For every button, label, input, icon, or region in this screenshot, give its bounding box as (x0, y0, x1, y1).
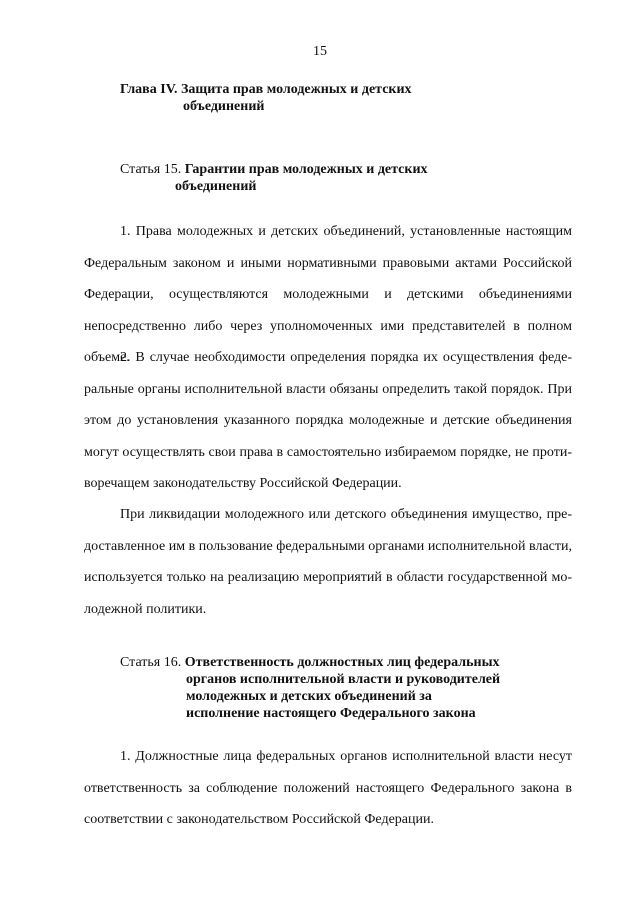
chapter-heading (120, 81, 412, 115)
article-16-title-line4: исполнение настоящего Федерального закона (186, 706, 476, 721)
article-15-title-line1: Гарантии прав молодежных и детских (184, 162, 428, 177)
article-16-label: Статья 16. (120, 655, 185, 670)
chapter-heading-line1: Глава IV. Защита прав молодежных и детских (120, 82, 412, 97)
article-15-paragraph-3: При ликвидации молодежного или детского объединения имущество, предоставленное им в пользование федеральными органами исполнительной власти, используется только на реализацию мероприятий в области государственной молодежной политики. (84, 507, 572, 617)
article-16-title-line3: молодежных и детских объединений за (186, 689, 432, 704)
article-16-title-line1: Ответственность должностных лиц федеральных (184, 655, 500, 670)
article-16-heading (120, 654, 500, 722)
article-15-label: Статья 15. (120, 162, 185, 177)
article-15-title-line2: объединений (175, 179, 257, 194)
chapter-heading-line2: объединений (183, 99, 265, 114)
article-15-heading (120, 161, 428, 195)
article-15-paragraph-1: 1. Права молодежных и детских объединений, установленные настоящим Федеральным законом и иными нормативными правовыми актами Российской Федерации, осуществляются молодежными и детскими объединениями непосредственно либо через уполномоченных ими представителей в полном объеме. (84, 224, 572, 365)
article-16-paragraph-1: 1. Должностные лица федеральных органов исполнительной власти несут ответственность за соблюдение положений настоящего Федерального закона в соответствии с законодательством Российской Федерации. (84, 749, 572, 827)
article-15-paragraph-2: 2. В случае необходимости определения порядка их осуществления федеральные органы исполнительной власти обязаны определить такой порядок. При этом до установления указанного порядка молодежные и детские объединения могут осуществлять свои права в самостоятельно избираемом порядке, не противоречащем законодательству Российской Федерации. (84, 350, 572, 491)
page-number: 15 (313, 44, 327, 59)
article-16-title-line2: органов исполнительной власти и руководителей (186, 672, 501, 687)
